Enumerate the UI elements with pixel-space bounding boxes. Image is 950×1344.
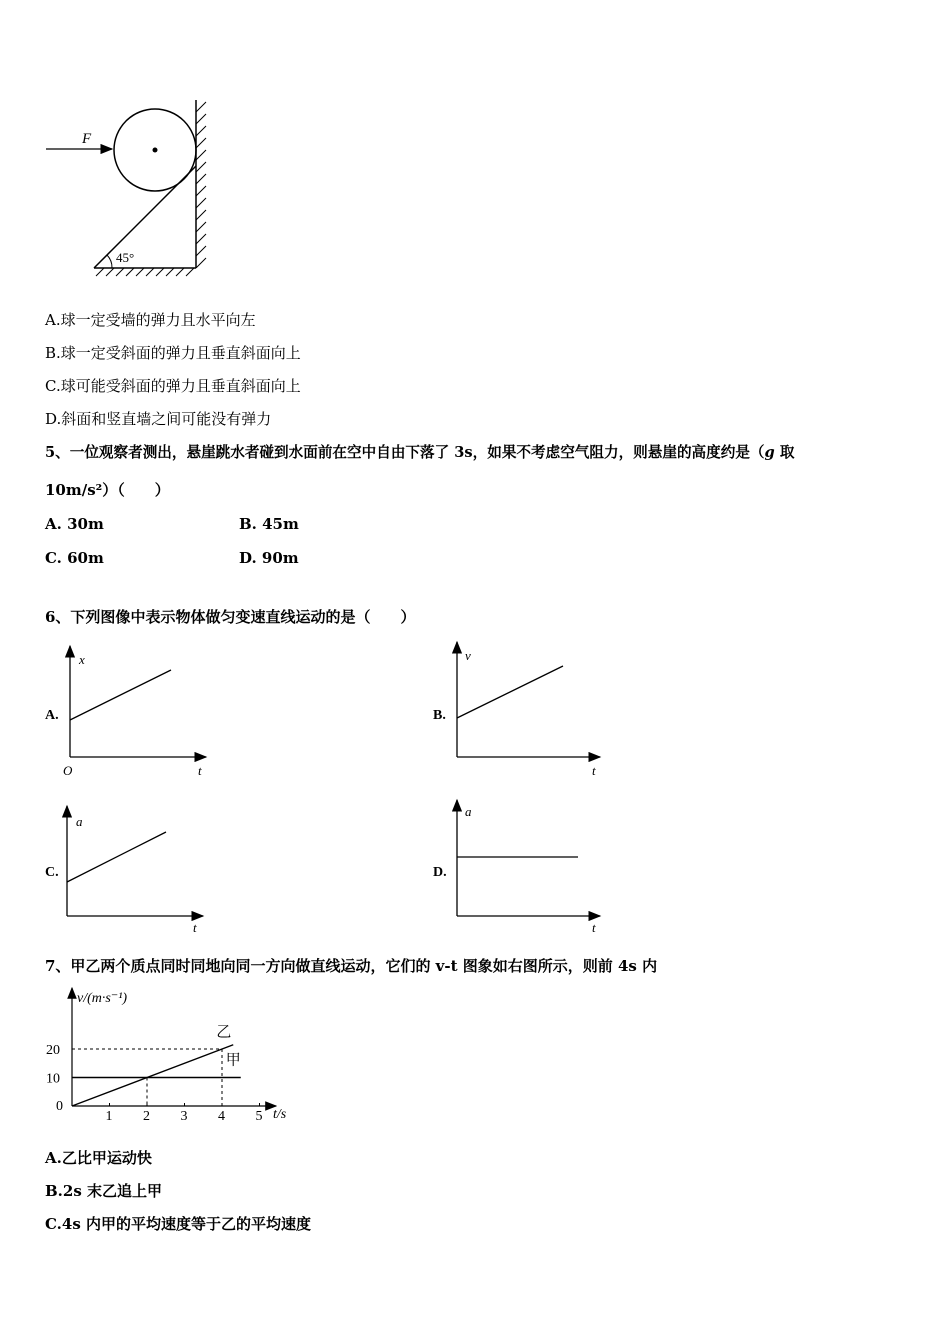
vt-series-label-0: 甲 <box>225 1052 241 1069</box>
graph-b-x-label: t <box>592 763 596 778</box>
q4-option-a: A.球一定受墙的弹力且水平向左 <box>45 311 256 329</box>
vt-y-tick-label: 10 <box>46 1071 60 1087</box>
graph-a-y-label: x <box>79 652 85 667</box>
vt-x-tick-label: 1 <box>105 1109 113 1124</box>
vt-y-tick-label: 0 <box>56 1099 63 1114</box>
vt-x-label: t/s <box>273 1107 287 1122</box>
graph-b-y-label: v <box>465 648 471 663</box>
graph-d-y-label: a <box>465 804 472 819</box>
graph-d-x-label: t <box>592 920 596 935</box>
q7-option-c: C.4s 内甲的平均速度等于乙的平均速度 <box>45 1215 312 1233</box>
angle-arc <box>107 255 112 268</box>
graph-a-option: A. <box>45 708 59 723</box>
vt-y-tick-label: 20 <box>46 1043 60 1058</box>
q7-option-b: B.2s 末乙追上甲 <box>45 1182 163 1200</box>
ball-center-dot <box>153 148 158 153</box>
vt-x-tick-label: 5 <box>255 1109 263 1124</box>
vt-series-line-1 <box>72 1045 233 1106</box>
vt-chart <box>0 980 320 1130</box>
q7-option-a: A.乙比甲运动快 <box>45 1149 152 1167</box>
vt-series-label-1: 乙 <box>216 1024 232 1041</box>
angle-label: 45° <box>116 250 135 265</box>
wall-hatch <box>196 102 206 268</box>
graph-c-line <box>67 832 166 882</box>
graph-c-x-label: t <box>193 920 197 935</box>
ground-hatch <box>96 268 194 276</box>
graph-b-option: B. <box>433 708 446 723</box>
graph-a <box>45 646 206 778</box>
q5-option-a: A. 30m <box>45 515 104 533</box>
q5-stem-line2: 10m/s²）（ ） <box>45 481 170 499</box>
force-label: F <box>82 131 92 147</box>
vt-series <box>72 1025 241 1106</box>
q7-stem: 7、甲乙两个质点同时同地向同一方向做直线运动，它们的 v-t 图象如右图所示，则前 4s 内 <box>45 957 658 975</box>
graph-c <box>45 806 203 935</box>
q5-option-b: B. 45m <box>239 515 299 533</box>
graph-d-option: D. <box>433 865 447 880</box>
q6-stem: 6、下列图像中表示物体做匀变速直线运动的是（ ） <box>45 608 416 626</box>
vt-x-tick-label: 4 <box>218 1109 225 1124</box>
graph-b-line <box>457 666 563 718</box>
q4-option-c: C.球可能受斜面的弹力且垂直斜面向上 <box>45 377 301 395</box>
q5-stem-suffix: 取 <box>774 444 795 461</box>
ball-incline-figure <box>0 0 950 290</box>
graph-d <box>433 800 600 935</box>
graph-c-option: C. <box>45 865 59 880</box>
q5-g-symbol: g <box>764 444 775 461</box>
q5-stem-prefix: 5、一位观察者测出，悬崖跳水者碰到水面前在空中自由下落了 3s，如果不考虑空气阻力，则悬崖的高度约是（ <box>45 444 765 461</box>
graph-a-line <box>70 670 171 720</box>
graph-b <box>433 642 600 778</box>
vt-x-tick-label: 2 <box>143 1109 150 1124</box>
vt-x-tick-label: 3 <box>180 1109 188 1124</box>
graph-a-origin: O <box>63 763 73 778</box>
q4-option-b: B.球一定受斜面的弹力且垂直斜面向上 <box>45 344 301 362</box>
graph-c-y-label: a <box>76 814 83 829</box>
q5-option-d: D. 90m <box>239 549 299 567</box>
q4-option-d: D.斜面和竖直墙之间可能没有弹力 <box>45 410 272 428</box>
q6-graphs <box>0 630 950 950</box>
vt-y-label: v/(m·s⁻¹) <box>77 991 128 1006</box>
q5-option-c: C. 60m <box>45 549 104 567</box>
q5-stem-line1 <box>45 443 794 463</box>
graph-a-x-label: t <box>198 763 202 778</box>
